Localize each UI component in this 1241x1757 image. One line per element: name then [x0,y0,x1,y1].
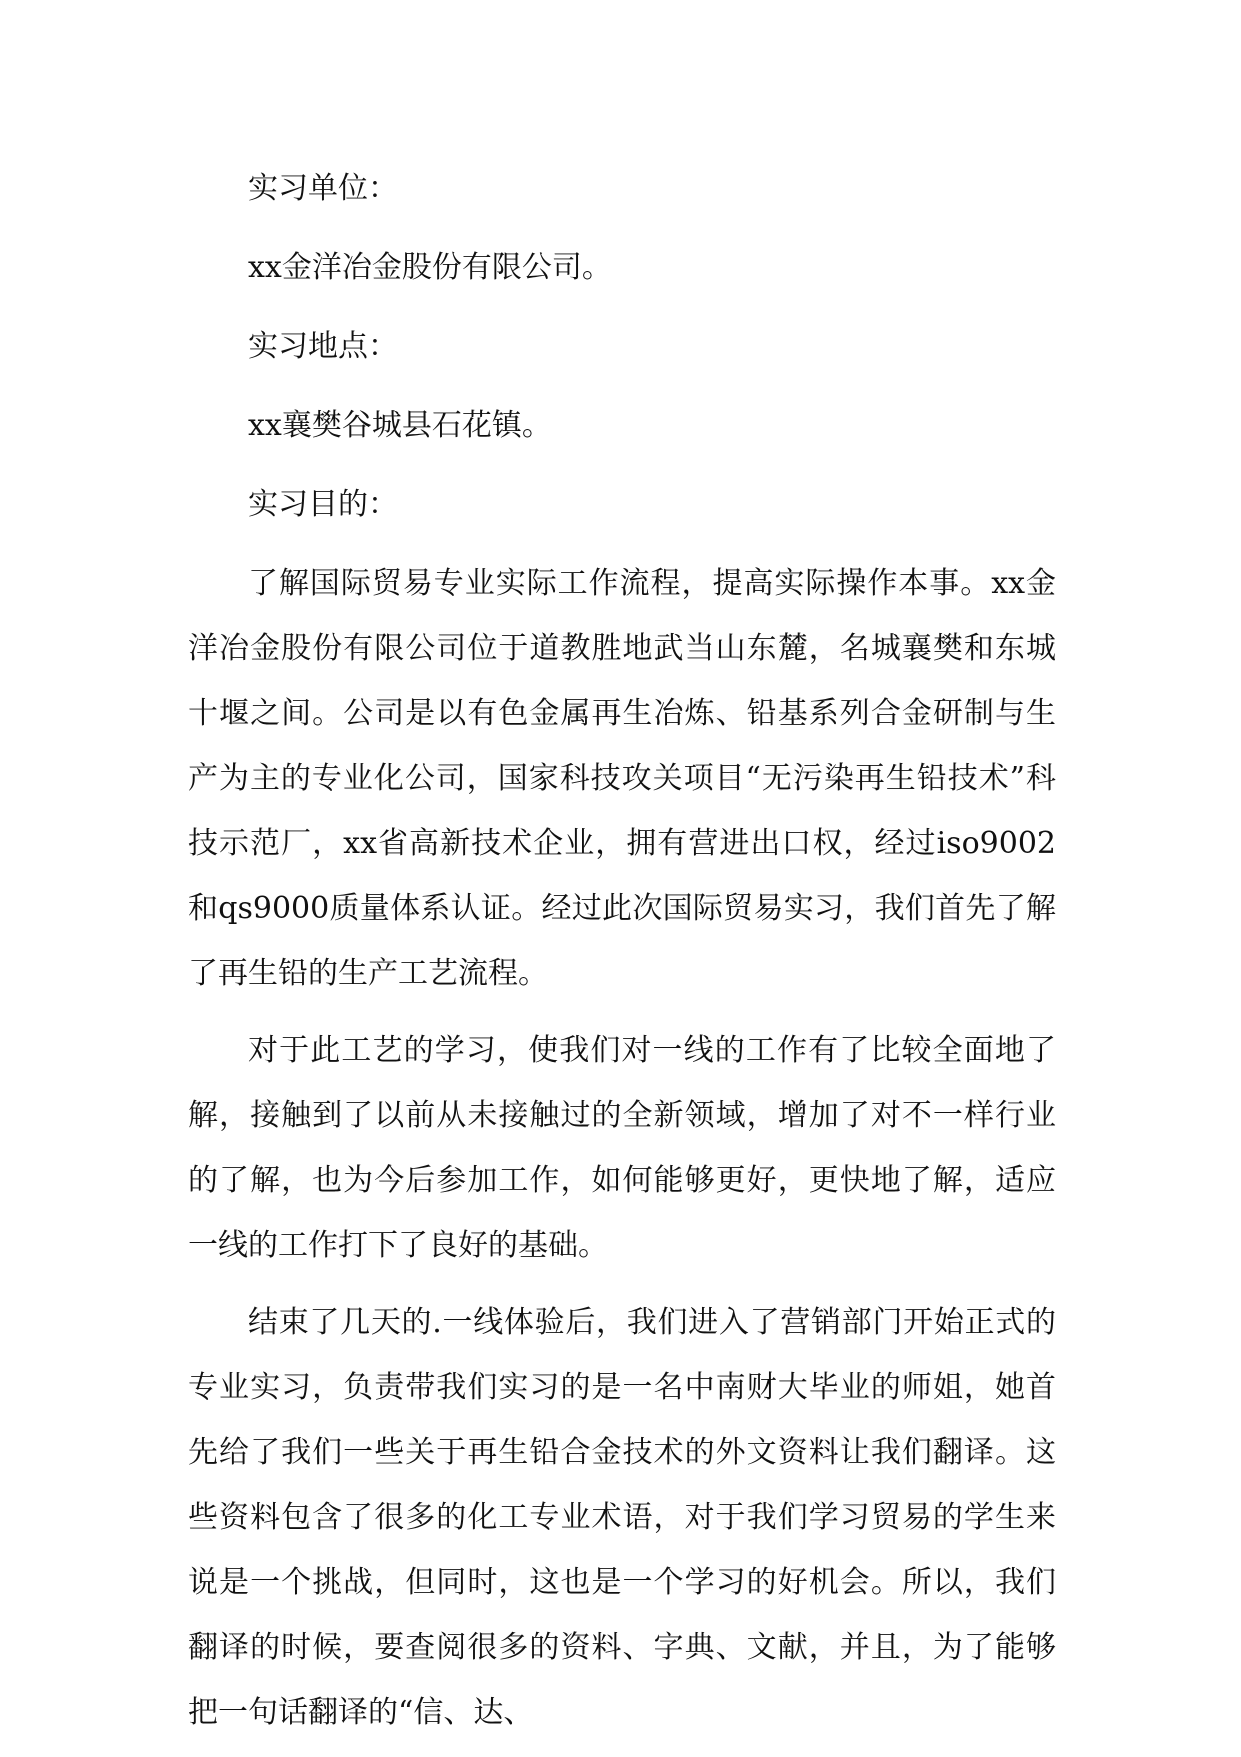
paragraph-process-learning: 对于此工艺的学习，使我们对一线的工作有了比较全面地了解，接触到了以前从未接触过的全新领域，增加了对不一样行业的了解，也为今后参加工作，如何能够更好，更快地了解，适应一线的工作打下了良好的基础。 [188,1033,1056,1263]
label-internship-location: 实习地点： [248,329,398,364]
document-body [188,156,1056,1757]
paragraph-marketing-internship: 结束了几天的.一线体验后，我们进入了营销部门开始正式的专业实习，负责带我们实习的是一名中南财大毕业的师姐，她首先给了我们一些关于再生铅合金技术的外文资料让我们翻译。这些资料包含了很多的化工专业术语，对于我们学习贸易的学生来说是一个挑战，但同时，这也是一个学习的好机会。所以，我们翻译的时候，要查阅很多的资料、字典、文献，并且，为了能够把一句话翻译的“信、达、 [188,1305,1056,1730]
label-internship-unit: 实习单位： [248,171,398,206]
internship-unit-value: xx金洋冶金股份有限公司。 [248,250,612,285]
paragraph-company-intro: 了解国际贸易专业实际工作流程，提高实际操作本事。xx金洋冶金股份有限公司位于道教胜地武当山东麓，名城襄樊和东城十堰之间。公司是以有色金属再生冶炼、铅基系列合金研制与生产为主的专业化公司，国家科技攻关项目“无污染再生铅技术”科技示范厂，xx省高新技术企业，拥有营进出口权，经过iso9002和qs9000质量体系认证。经过此次国际贸易实习，我们首先了解了再生铅的生产工艺流程。 [188,566,1056,991]
internship-location-value: xx襄樊谷城县石花镇。 [248,408,552,443]
label-internship-purpose: 实习目的： [248,487,398,522]
